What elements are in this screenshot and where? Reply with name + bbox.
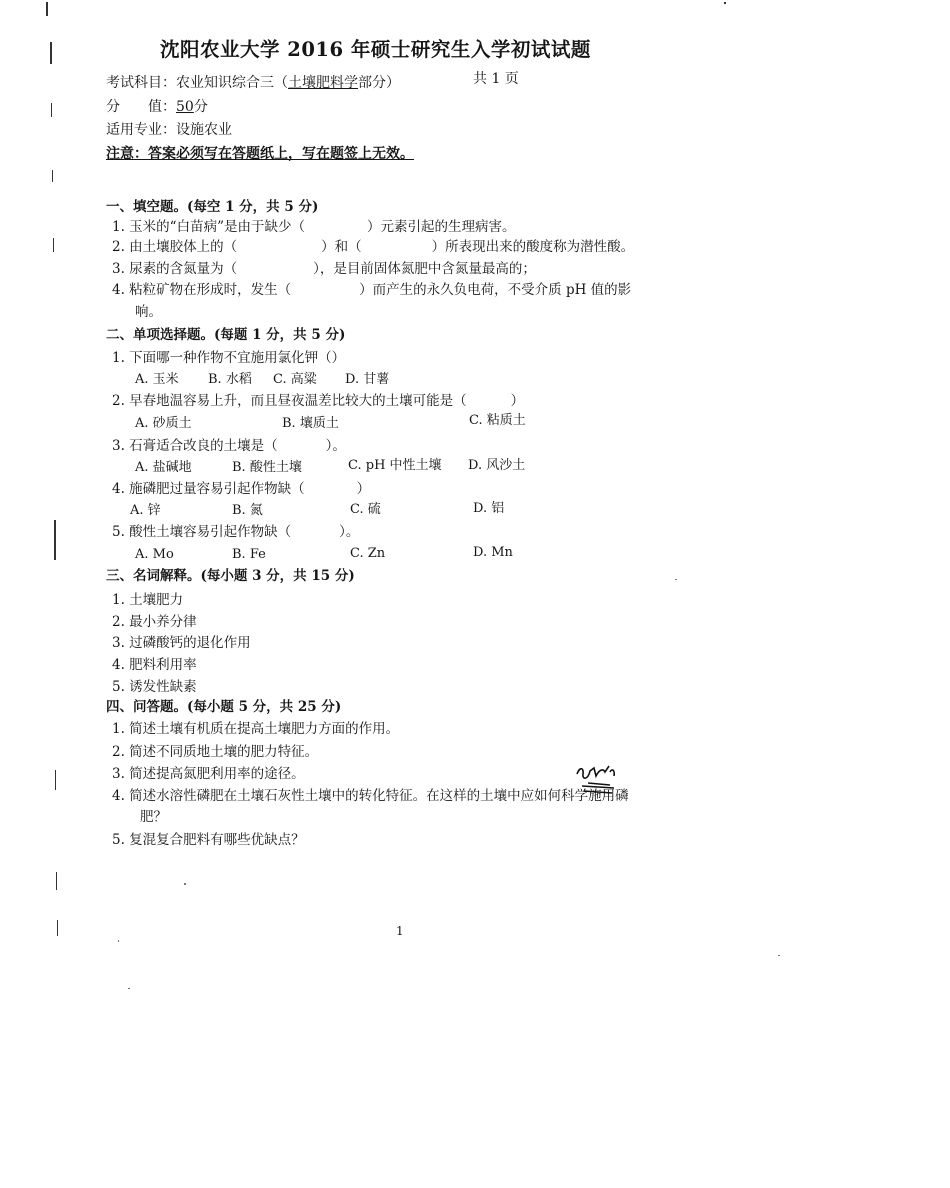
choice-option: A. 砂质土	[135, 416, 192, 431]
choice-question-5	[112, 523, 359, 541]
fill-item-text: 1. 玉米的“白苗病”是由于缺少（	[112, 219, 305, 235]
fill-item-2	[112, 238, 634, 256]
choice-option: D. 风沙土	[468, 458, 526, 473]
choice-question-text: 4. 施磷肥过量容易引起作物缺（	[112, 481, 305, 497]
handwritten-correction-mark	[574, 762, 618, 796]
essay-item: 4. 简述水溶性磷肥在土壤石灰性土壤中的转化特征。在这样的土壤中应如何科学施用磷	[112, 788, 629, 804]
scan-mark	[55, 770, 56, 790]
scan-mark	[52, 170, 53, 182]
essay-item: 5. 复混复合肥料有哪些优缺点？	[112, 832, 305, 848]
choice-question-2	[112, 392, 524, 410]
choice-option: A. 玉米	[135, 372, 179, 387]
score-value: 50	[176, 99, 194, 115]
choice-question-1: 1. 下面哪一种作物不宜施用氯化钾（）	[112, 350, 346, 366]
fill-item-text: ）所表现出来的酸度称为潜性酸。	[431, 239, 635, 255]
choice-option: C. 高粱	[273, 372, 317, 387]
essay-item: 3. 简述提高氮肥利用率的途径。	[112, 766, 305, 782]
subject-tail: 部分）	[358, 75, 400, 91]
essay-item: 2. 简述不同质地土壤的肥力特征。	[112, 744, 319, 760]
section1-heading: 一、填空题。(每空 1 分，共 5 分)	[106, 199, 319, 215]
page-number: 1	[396, 924, 404, 938]
choice-option: A. 锌	[130, 503, 161, 518]
fill-item-text: ）而产生的永久负电荷，不受介质 pH 值的影	[359, 282, 632, 298]
choice-option: C. Zn	[350, 546, 386, 561]
notice: 注意：答案必须写在答题纸上，写在题签上无效。	[106, 146, 414, 162]
scan-speck	[118, 940, 119, 942]
choice-question-text: 2. 早春地温容易上升，而且昼夜温差比较大的土壤可能是（	[112, 393, 467, 409]
scan-mark	[51, 103, 52, 117]
term-item: 2. 最小养分律	[112, 614, 197, 630]
choice-option: B. 壤质土	[282, 416, 339, 431]
fill-item-text: 4. 粘粒矿物在形成时，发生（	[112, 282, 292, 298]
choice-option: C. 硫	[350, 502, 381, 517]
scan-mark	[54, 520, 56, 560]
choice-question-4	[112, 480, 370, 498]
exam-title: 沈阳农业大学 2016 年硕士研究生入学初试试题	[160, 38, 591, 61]
choice-option: D. 铝	[473, 501, 505, 516]
section4-heading: 四、问答题。(每小题 5 分，共 25 分)	[106, 699, 342, 715]
scan-mark	[57, 920, 58, 936]
subject-value: 农业知识综合三（	[176, 75, 288, 91]
term-item: 4. 肥料利用率	[112, 657, 197, 673]
choice-question-text: 5. 酸性土壤容易引起作物缺（	[112, 524, 292, 540]
term-item: 1. 土壤肥力	[112, 592, 184, 608]
major-value: 设施农业	[176, 122, 232, 138]
choice-option: A. 盐碱地	[135, 460, 192, 475]
term-item: 3. 过磷酸钙的退化作用	[112, 635, 251, 651]
essay-item-cont: 肥？	[140, 809, 167, 825]
fill-item-1	[112, 218, 515, 236]
choice-question-text: ）。	[339, 524, 360, 540]
choice-question-text: ）。	[325, 438, 346, 454]
subject-line	[106, 74, 400, 92]
choice-question-text: 3. 石膏适合改良的土壤是（	[112, 438, 278, 454]
choice-option: C. pH 中性土壤	[348, 458, 442, 473]
subject-underlined: 土壤肥料学	[288, 75, 358, 91]
scan-mark	[50, 42, 52, 64]
major-label: 适用专业：	[106, 122, 176, 138]
choice-option: D. 甘薯	[345, 372, 390, 387]
scan-speck	[128, 988, 130, 989]
scan-mark	[56, 872, 57, 890]
scan-mark	[46, 2, 48, 16]
scan-speck	[675, 579, 677, 580]
fill-item-3	[112, 260, 536, 278]
choice-question-3	[112, 437, 346, 455]
scan-mark	[53, 238, 54, 252]
choice-option: B. 水稻	[208, 372, 252, 387]
essay-item: 1. 简述土壤有机质在提高土壤肥力方面的作用。	[112, 721, 400, 737]
choice-option: B. 酸性土壤	[232, 460, 302, 475]
major-line	[106, 121, 232, 139]
fill-item-text: ）元素引起的生理病害。	[366, 219, 516, 235]
term-item: 5. 诱发性缺素	[112, 679, 197, 695]
fill-item-4-cont: 响。	[135, 304, 162, 320]
choice-question-text: ）	[510, 393, 525, 409]
subject-label: 考试科目：	[106, 75, 176, 91]
score-label: 分 值：	[106, 99, 176, 115]
choice-option: A. Mo	[135, 547, 174, 562]
score-unit: 分	[193, 99, 208, 115]
scan-speck	[778, 955, 780, 956]
choice-question-text: ）	[356, 481, 371, 497]
choice-option: D. Mn	[473, 545, 513, 560]
fill-item-text: 3. 尿素的含氮量为（	[112, 261, 238, 277]
scan-speck	[184, 883, 186, 885]
section2-heading: 二、单项选择题。(每题 1 分，共 5 分)	[106, 327, 346, 343]
score-line	[106, 98, 208, 116]
fill-item-text: 2. 由土壤胶体上的（	[112, 239, 238, 255]
fill-item-text: ）和（	[321, 239, 362, 255]
page-count: 共 1 页	[473, 71, 519, 87]
fill-item-text: ），是目前固体氮肥中含氮量最高的；	[313, 261, 536, 277]
section3-heading: 三、名词解释。(每小题 3 分，共 15 分)	[106, 568, 355, 584]
choice-option: B. 氮	[232, 503, 263, 518]
fill-item-4	[112, 281, 631, 299]
choice-option: B. Fe	[232, 547, 266, 562]
choice-option: C. 粘质土	[469, 413, 526, 428]
scan-mark	[724, 2, 726, 4]
